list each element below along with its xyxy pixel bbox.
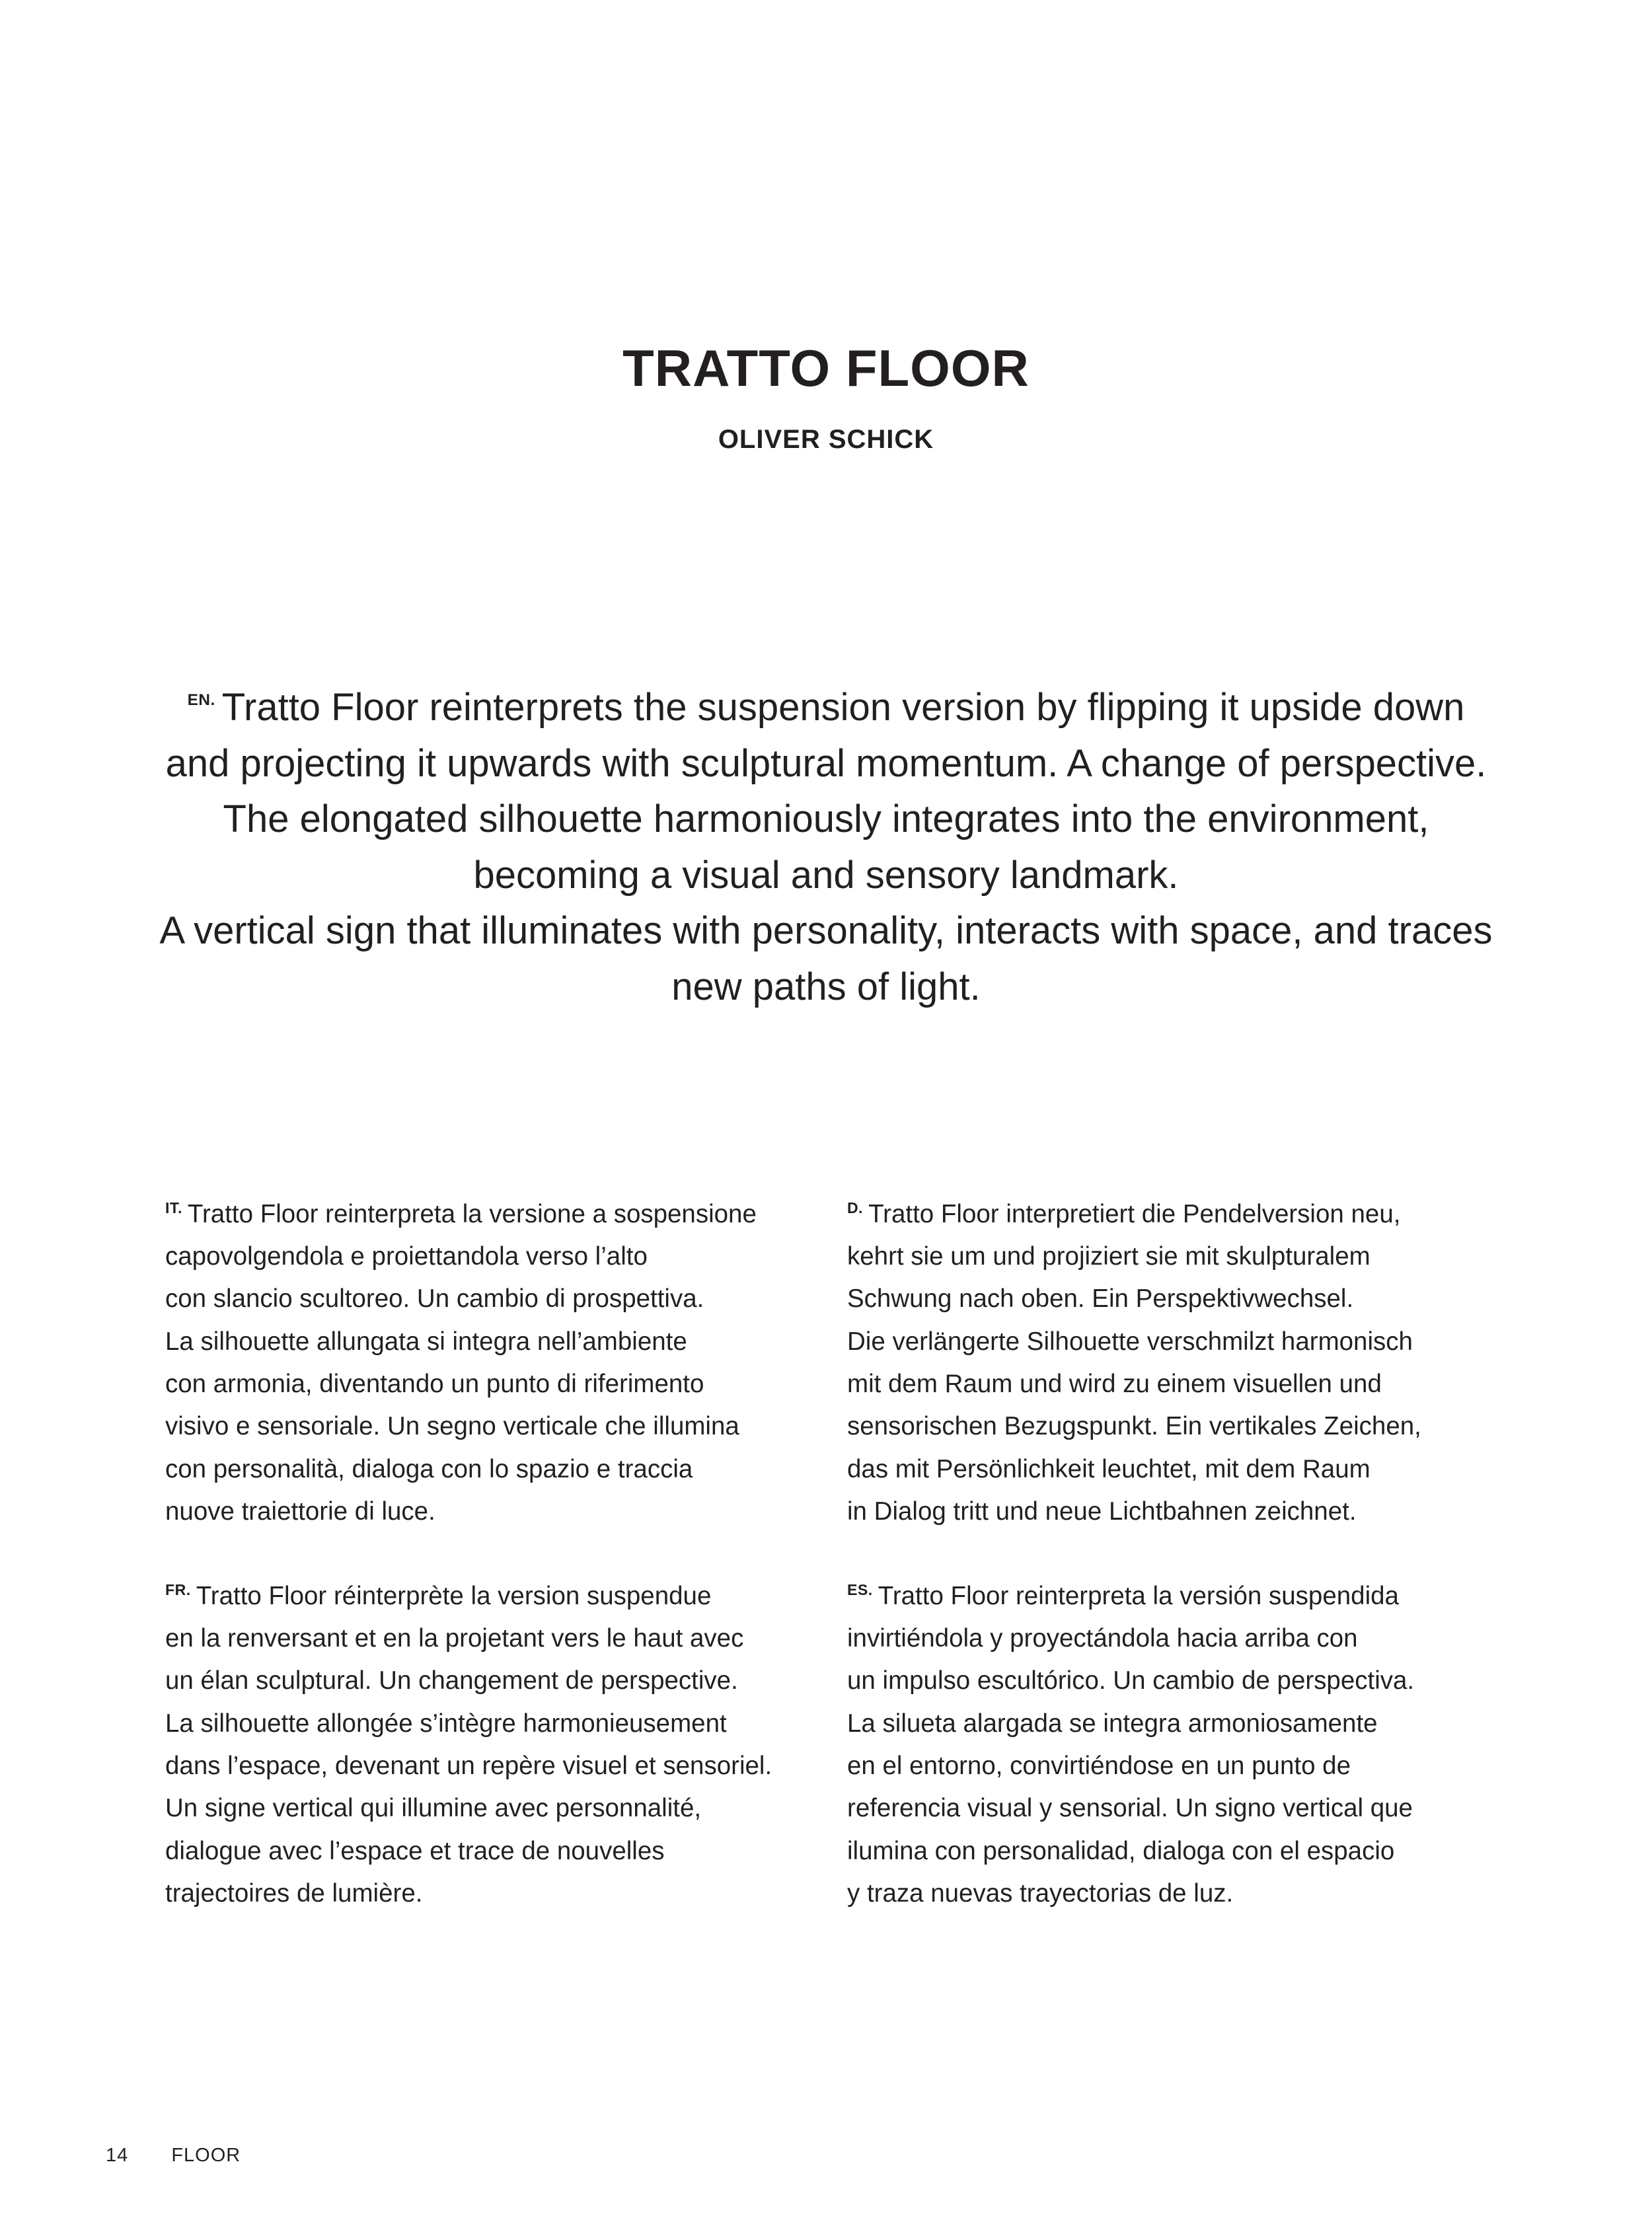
text-line: trajectoires de lumière. xyxy=(165,1878,423,1908)
text-line: sensorischen Bezugspunkt. Ein vertikales Zeichen, xyxy=(847,1412,1421,1441)
text-line: $^{ES.}$ Tratto Floor reinterpreta la versión suspendida xyxy=(847,1581,1399,1610)
text-line: ilumina con personalidad, dialoga con el espacio xyxy=(847,1836,1395,1865)
text-line: con armonia, diventando un punto di riferimento xyxy=(165,1370,704,1399)
language-label-de: D. xyxy=(847,1199,864,1216)
page-title: TRATTO FLOOR xyxy=(622,339,1030,397)
text-line: in Dialog tritt und neue Lichtbahnen zeichnet. xyxy=(847,1497,1357,1526)
text-line: visivo e sensoriale. Un segno verticale che illumina xyxy=(165,1412,739,1441)
language-label-fr: FR. xyxy=(165,1581,191,1598)
text-line: dialogue avec l’espace et trace de nouvelles xyxy=(165,1836,665,1865)
text-line: $^{FR.}$ Tratto Floor réinterprète la version suspendue xyxy=(165,1581,712,1610)
text-block-fr xyxy=(165,1569,826,1915)
text-line: das mit Persönlichkeit leuchtet, mit dem Raum xyxy=(847,1454,1370,1483)
text-line: $^{IT.}$ Tratto Floor reinterpreta la versione a sospensione xyxy=(165,1199,757,1228)
language-label-es: ES. xyxy=(847,1581,873,1598)
text-line: kehrt sie um und projiziert sie mit skulpturalem xyxy=(847,1242,1370,1271)
language-label-en: EN. xyxy=(187,691,215,709)
text-line: La silhouette allongée s’intègre harmonieusement xyxy=(165,1709,727,1738)
text-block-it xyxy=(165,1187,826,1533)
intro-paragraph-1 xyxy=(159,673,1493,903)
text-line: $^{D.}$ Tratto Floor interpretiert die Pendelversion neu, xyxy=(847,1199,1401,1228)
text-block-es xyxy=(847,1569,1508,1915)
text-line: Die verlängerte Silhouette verschmilzt harmonisch xyxy=(847,1327,1413,1356)
designer-name: OLIVER SCHICK xyxy=(718,425,934,454)
text-line: La silhouette allungata si integra nell’ambiente xyxy=(165,1327,687,1356)
text-block-de xyxy=(847,1187,1508,1533)
text-line: referencia visual y sensorial. Un signo vertical que xyxy=(847,1794,1413,1823)
text-line: mit dem Raum und wird zu einem visuellen und xyxy=(847,1370,1382,1399)
page-footer xyxy=(106,2143,241,2167)
text-line: en el entorno, convirtiéndose en un punto de xyxy=(847,1752,1351,1781)
intro-paragraph-1-text: Tratto Floor reinterprets the suspension version by flipping it upside down and projecting it upwards with sculptural momentum. A change of perspective. The elongated silhouette harmoniously integrates into the environment, becoming a visual and sensory landmark. xyxy=(165,686,1487,897)
text-line: La silueta alargada se integra armoniosamente xyxy=(847,1709,1378,1738)
text-line: Un signe vertical qui illumine avec personnalité, xyxy=(165,1794,702,1823)
text-line: nuove traiettorie di luce. xyxy=(165,1497,435,1526)
language-label-it: IT. xyxy=(165,1199,182,1216)
text-line: Schwung nach oben. Ein Perspektivwechsel. xyxy=(847,1284,1354,1314)
text-line: un impulso escultórico. Un cambio de perspectiva. xyxy=(847,1666,1415,1695)
text-line: capovolgendola e proiettandola verso l’alto xyxy=(165,1242,648,1271)
section-name: FLOOR xyxy=(171,2145,241,2166)
text-line: y traza nuevas trayectorias de luz. xyxy=(847,1878,1234,1908)
text-line: invirtiéndola y proyectándola hacia arriba con xyxy=(847,1624,1358,1653)
page-number: 14 xyxy=(106,2145,129,2166)
text-line: con personalità, dialoga con lo spazio e traccia xyxy=(165,1454,693,1483)
text-line: en la renversant et en la projetant vers le haut avec xyxy=(165,1624,744,1653)
text-line: un élan sculptural. Un changement de perspective. xyxy=(165,1666,738,1695)
intro-paragraph-2: A vertical sign that illuminates with personality, interacts with space, and traces new paths of light. xyxy=(159,909,1493,1008)
text-line: dans l’espace, devenant un repère visuel et sensoriel. xyxy=(165,1752,772,1781)
intro-text-en xyxy=(159,673,1493,1015)
text-line: con slancio scultoreo. Un cambio di prospettiva. xyxy=(165,1284,704,1314)
